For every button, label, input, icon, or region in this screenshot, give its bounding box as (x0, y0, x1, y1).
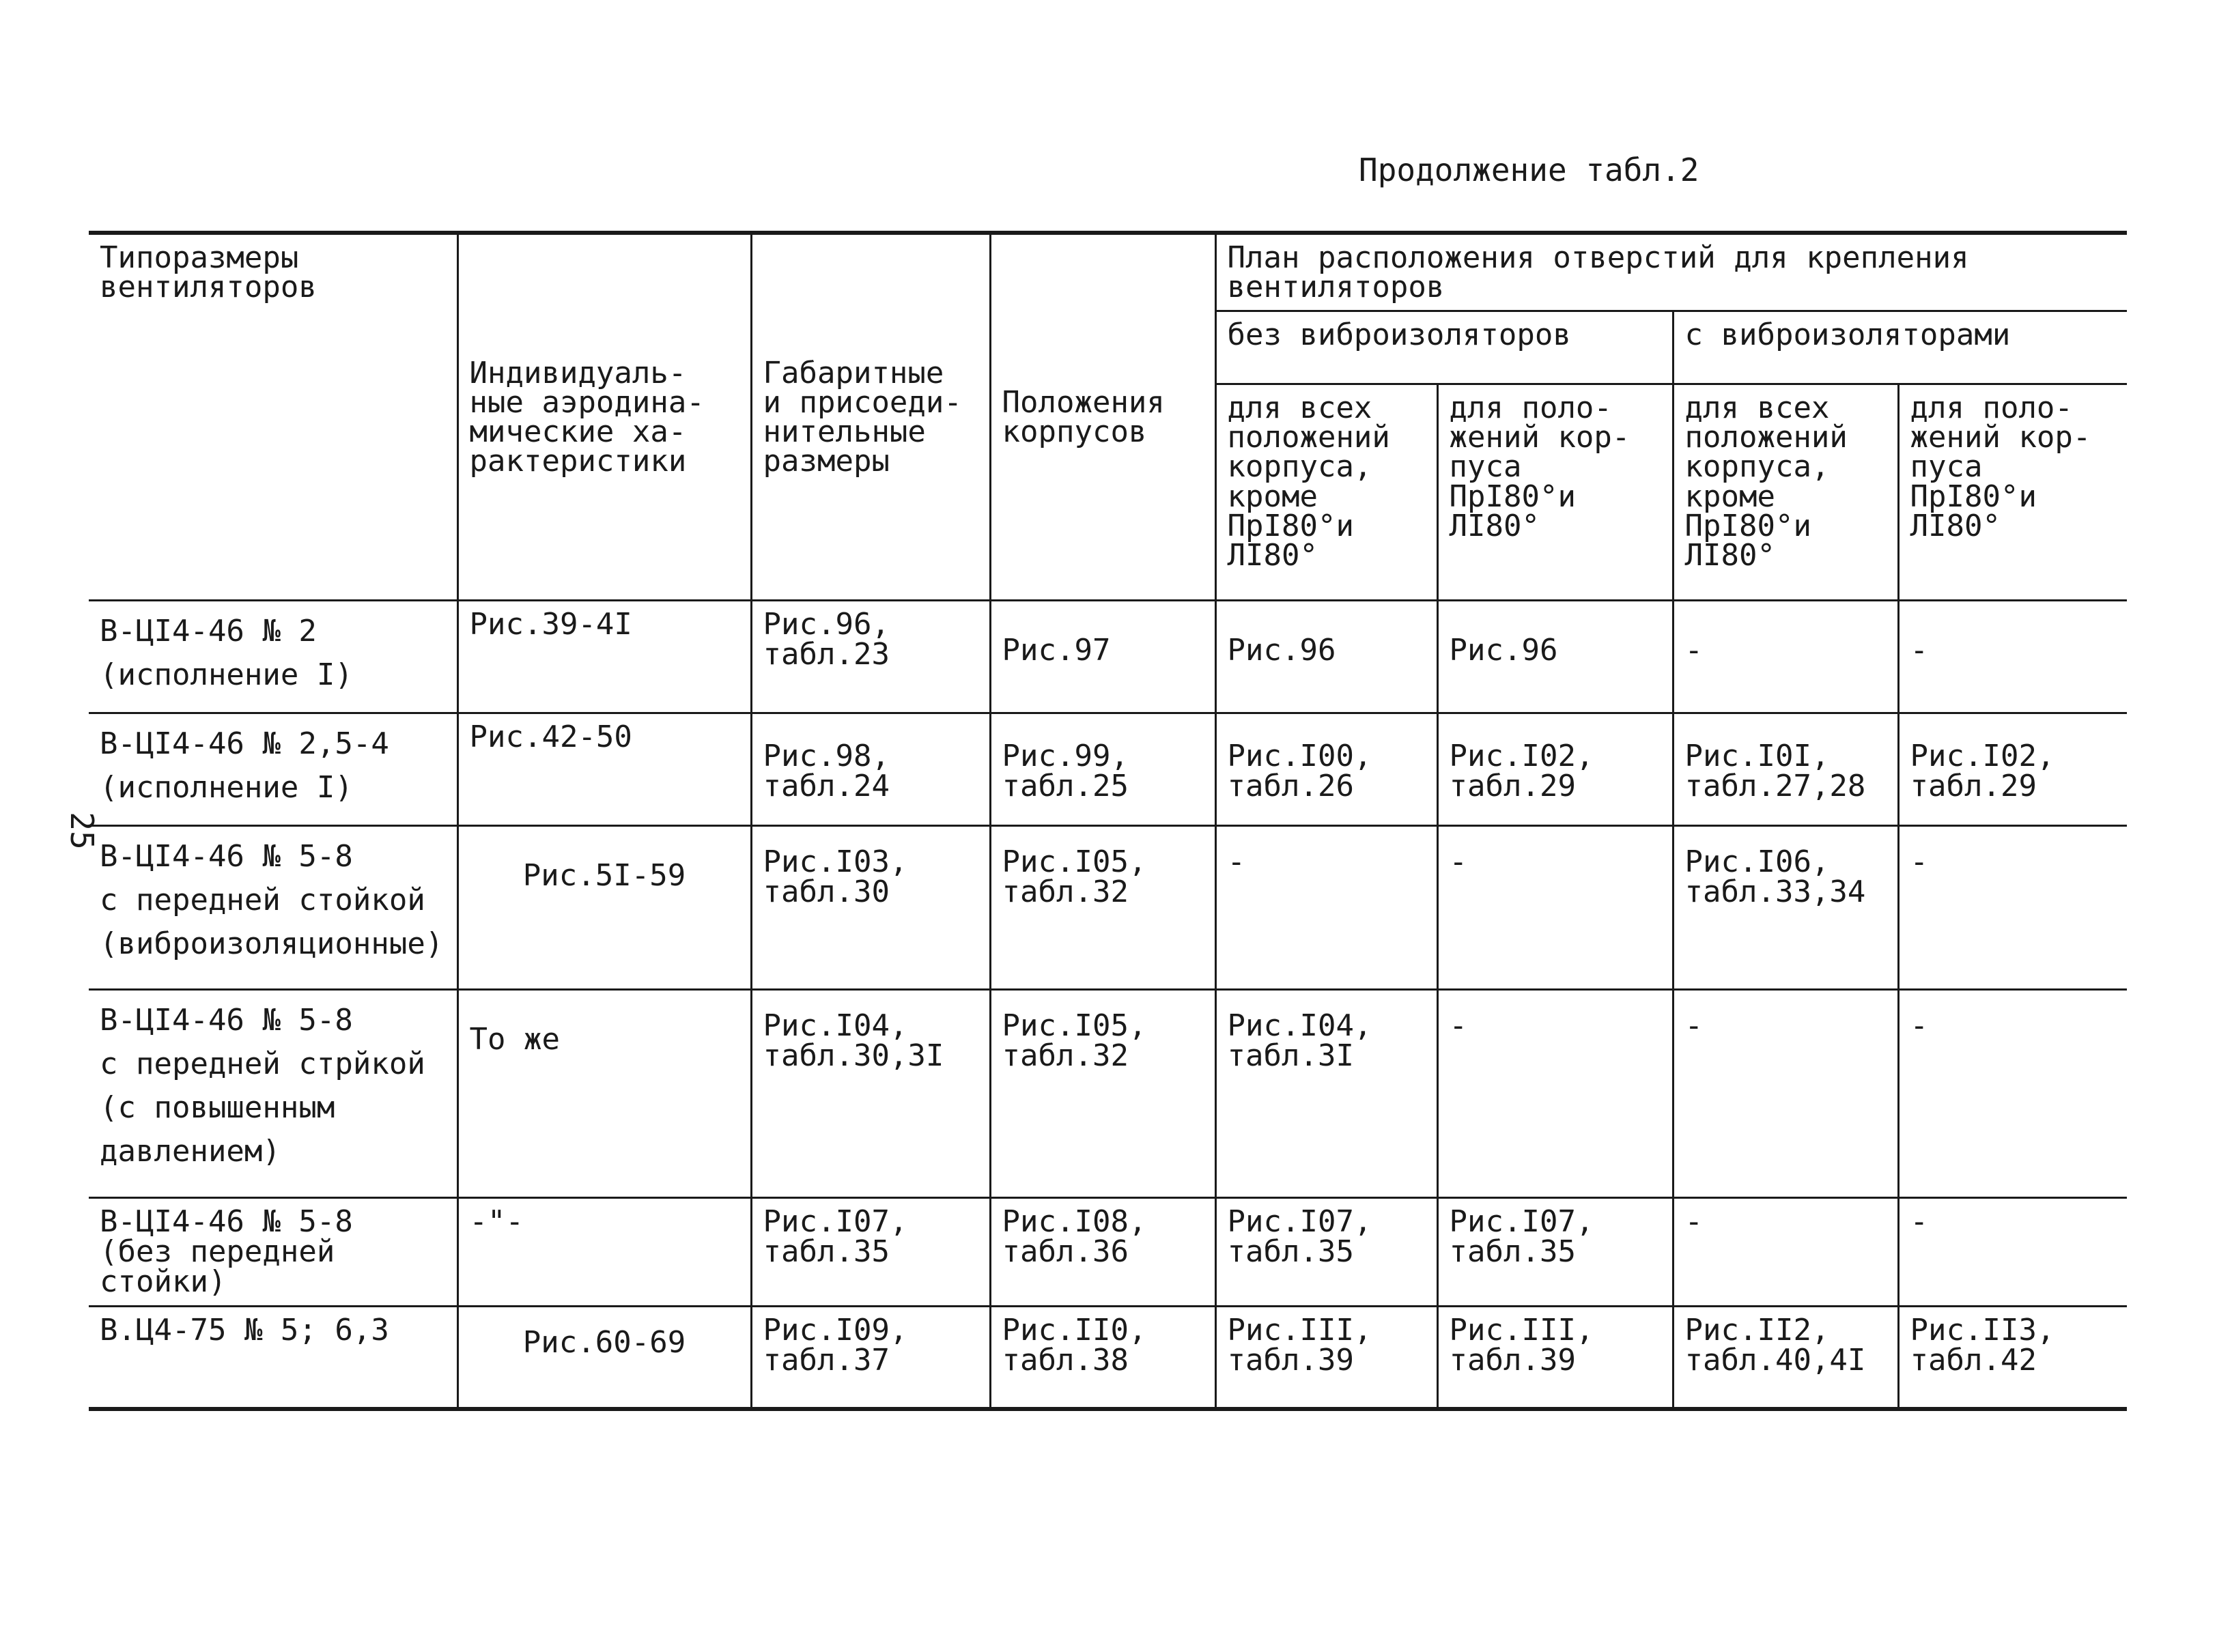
fan-type-cell: В-ЦI4-46 № 5-8 с передней стрйкой (с повышенным давлением) (89, 990, 457, 1198)
positions-cell: Рис.I05, табл.32 (990, 826, 1215, 990)
plan-cell-1: Рис.96 (1215, 601, 1437, 713)
plan-cell-1: Рис.I00, табл.26 (1215, 713, 1437, 826)
fan-type-cell: В-ЦI4-46 № 2 (исполнение I) (89, 601, 457, 713)
plan-cell-2: - (1437, 826, 1673, 990)
table-row (89, 601, 2127, 713)
header-with-all-positions: для всех положений корпуса, кроме ПрI80°и ЛI80° (1673, 384, 1898, 601)
dimensions-cell: Рис.96, табл.23 (751, 601, 990, 713)
plan-cell-4: - (1898, 1198, 2127, 1307)
fan-type-cell: В.Ц4-75 № 5; 6,3 (89, 1307, 457, 1409)
header-with-specific-positions: для поло- жений кор- пуса ПрI80°и ЛI80° (1898, 384, 2127, 601)
fan-type-cell: В-ЦI4-46 № 5-8 (без передней стойки) (89, 1198, 457, 1307)
plan-cell-4: Рис.II3, табл.42 (1898, 1307, 2127, 1409)
plan-cell-2: Рис.96 (1437, 601, 1673, 713)
plan-cell-3: Рис.I0I, табл.27,28 (1673, 713, 1898, 826)
header-housing-positions: Положения корпусов (990, 233, 1215, 601)
table-caption: Продолжение табл.2 (1359, 152, 1699, 188)
plan-cell-3: Рис.I06, табл.33,34 (1673, 826, 1898, 990)
fan-type-cell: В-ЦI4-46 № 5-8 с передней стойкой (виброизоляционные) (89, 826, 457, 990)
table-row (89, 713, 2127, 826)
dimensions-cell: Рис.I04, табл.30,3I (751, 990, 990, 1198)
header-without-all-positions: для всех положений корпуса, кроме ПрI80°и ЛI80° (1215, 384, 1437, 601)
aero-cell: Рис.60-69 (457, 1307, 751, 1409)
header-dimensions: Габаритные и присоеди- нительные размеры (751, 233, 990, 601)
plan-cell-4: Рис.I02, табл.29 (1898, 713, 2127, 826)
aero-cell: Рис.5I-59 (457, 826, 751, 990)
aero-cell: Рис.39-4I (457, 601, 751, 713)
table-row (89, 1307, 2127, 1409)
header-with-isolators: с виброизоляторами (1673, 311, 2127, 384)
plan-cell-2: Рис.I07, табл.35 (1437, 1198, 1673, 1307)
table-row (89, 990, 2127, 1198)
positions-cell: Рис.I08, табл.36 (990, 1198, 1215, 1307)
table-row (89, 826, 2127, 990)
positions-cell: Рис.II0, табл.38 (990, 1307, 1215, 1409)
plan-cell-1: Рис.III, табл.39 (1215, 1307, 1437, 1409)
plan-cell-2: - (1437, 990, 1673, 1198)
plan-cell-2: Рис.I02, табл.29 (1437, 713, 1673, 826)
plan-cell-4: - (1898, 601, 2127, 713)
dimensions-cell: Рис.I03, табл.30 (751, 826, 990, 990)
positions-cell: Рис.I05, табл.32 (990, 990, 1215, 1198)
plan-cell-3: - (1673, 990, 1898, 1198)
aero-cell: Рис.42-50 (457, 713, 751, 826)
header-mounting-plan: План расположения отверстий для крепления вентиляторов (1215, 233, 2127, 311)
spec-table (89, 231, 2127, 1411)
plan-cell-3: - (1673, 1198, 1898, 1307)
plan-cell-4: - (1898, 826, 2127, 990)
aero-cell: То же (457, 990, 751, 1198)
header-without-isolators: без виброизоляторов (1215, 311, 1673, 384)
plan-cell-1: Рис.I07, табл.35 (1215, 1198, 1437, 1307)
plan-cell-2: Рис.III, табл.39 (1437, 1307, 1673, 1409)
plan-cell-1: - (1215, 826, 1437, 990)
header-aero-characteristics: Индивидуаль- ные аэродина- мические ха- рактеристики (457, 233, 751, 601)
dimensions-cell: Рис.I09, табл.37 (751, 1307, 990, 1409)
plan-cell-1: Рис.I04, табл.3I (1215, 990, 1437, 1198)
header-without-specific-positions: для поло- жений кор- пуса ПрI80°и ЛI80° (1437, 384, 1673, 601)
header-fan-type: Типоразмеры вентиляторов (89, 233, 457, 601)
dimensions-cell: Рис.98, табл.24 (751, 713, 990, 826)
table-row (89, 1198, 2127, 1307)
plan-cell-3: Рис.II2, табл.40,4I (1673, 1307, 1898, 1409)
positions-cell: Рис.99, табл.25 (990, 713, 1215, 826)
dimensions-cell: Рис.I07, табл.35 (751, 1198, 990, 1307)
positions-cell: Рис.97 (990, 601, 1215, 713)
page-number: 25 (63, 812, 100, 850)
aero-cell: -"- (457, 1198, 751, 1307)
plan-cell-4: - (1898, 990, 2127, 1198)
fan-type-cell: В-ЦI4-46 № 2,5-4 (исполнение I) (89, 713, 457, 826)
plan-cell-3: - (1673, 601, 1898, 713)
